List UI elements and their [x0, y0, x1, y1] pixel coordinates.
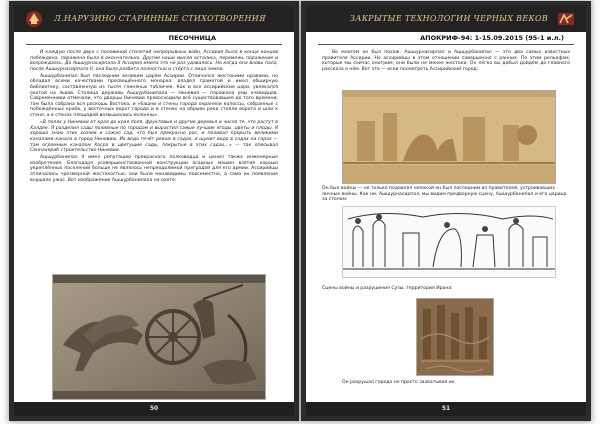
caption-cities-destroyed: Он разрушал города не просто захватывая их. — [342, 380, 456, 385]
right-header-title: ЗАКРЫТЫЕ ТЕХНОЛОГИИ ЧЕРНЫХ ВЕКОВ — [350, 14, 548, 23]
paragraph: «В полях у Ниневии от края до края поля, фруктовые и другие деревья и числа те, что растут в Халдее. Я разделил сады поливные по городам и вырастил самые лучшие ягоды, цветы и плоды. Я хорошо знаю этих хозяев и сажал сад, что был прекрасно рос, и поливал прорыть великими каналами канала в город Ниневию. Их вода течёт рекою в садах, и шумит вода в садах на горах — там огромным каналом Хосра в цветущие сады, покрытые в этих садах…» — так описывал Сеннахериб строительство Ниневии. — [30, 120, 278, 154]
right-section-label: АПОКРИФ-94: 1-15.09.2015 (95-1 и.л.) — [420, 34, 564, 42]
page-number: 50 — [149, 405, 159, 412]
paragraph: И каждую после двух с половиной столетий непрерывных войн, Ассирия была в конце концов побеждена, поражена была в окончательно. Другие наши мысли остались, перемежь поражение и возрождаясь. До Ашшурнасирпала II Ассирия имела это не раз удавалось. Но когда она вновь пала, после Ашшурнасирпала II, она была разбита полностью и стёрта с лица земли. — [30, 50, 278, 72]
caption-war-scene: Он был войны — не только подавлял непокой он был последним из правителей, устраивавших личные войны. Как ни. Ашшурнасирпал, мы видим предворную сцену, Ашшурбанипал и его царица за столом: — [322, 186, 567, 203]
left-page-footer — [14, 402, 294, 416]
right-page-header — [306, 6, 586, 32]
caption-susa: Сцены войны и разрушения Сузы, территория Ирана: — [322, 286, 453, 291]
assyrian-city-relief-image — [342, 90, 556, 184]
paragraph: Во многом он был похож. Ашшурнасирпал и Ашшурбанипал — это два самых известных правителя Ассирии. Но ассирийцы в этом отношении совершенно с ранних. По этим рельефам, которые мы сейчас смотрим, они были не менее жестоки. Он лёгко вы добыл дойдём до главного рассказа о нём. Вот это — если посмотреть Ассирийский город: — [322, 50, 570, 72]
left-page — [14, 6, 294, 416]
emblem-icon — [24, 9, 44, 29]
right-page — [306, 6, 586, 416]
left-header-title: Л.НАРУЗИНО СТАРИННЫЕ СТИХОТВОРЕНИЯ — [54, 14, 266, 23]
left-section-label: ПЕСОЧНИЦА — [168, 34, 216, 42]
right-intro-text — [322, 50, 570, 74]
paragraph: Ашшурбанипал II имел репутацию прекрасного полководца и ценил также инженерные изобретения. Благодаря усовершенствованной конструкции осадных машин взятие хорошо укреплённых поселений больше не являлось непреодолимой преградой для его армии. Ассирийцы отличались чрезмерной жестокостью, они были ненавидимы повсеместно, а само их появление внушало ужас. Вот изображение Ашшурбанипала на охоте: — [30, 155, 278, 183]
ashurbanipal-hunt-relief-image — [52, 274, 266, 400]
right-page-footer — [306, 402, 586, 416]
left-page-header — [14, 6, 294, 32]
page-number: 51 — [441, 405, 451, 412]
paragraph: Ашшурбанипал был последним великим царём Ассирии. Отличался жестокими нравами, но обладал всеми качествами просвещённого монарха: владел грамотой и имел обширную библиотеку, составленную из тысяч глиняных табличек. Как и все ассирийские цари, увлекался охотой на львов. Столица державы Ашшурбанипала — Ниневия — поражала умы очевидцев. Современники отмечали, что дворцы Ниневии превосходили всё существовавшее до того времени; там была собрана вся роскошь Востока, и «башни и стены города охраняли колоссы, собранные с побеждённых краёв, у восточных ворот города и в стенах на обрыве реки стояли ворота и шли к стене, а в стенах площадей возвышались колонны». — [30, 73, 278, 119]
susa-destruction-relief-image — [416, 298, 494, 376]
divider — [26, 44, 282, 45]
divider — [318, 44, 574, 45]
left-body-text — [30, 50, 278, 185]
lamassu-emblem-icon — [556, 9, 576, 29]
banquet-scene-drawing — [342, 206, 556, 278]
